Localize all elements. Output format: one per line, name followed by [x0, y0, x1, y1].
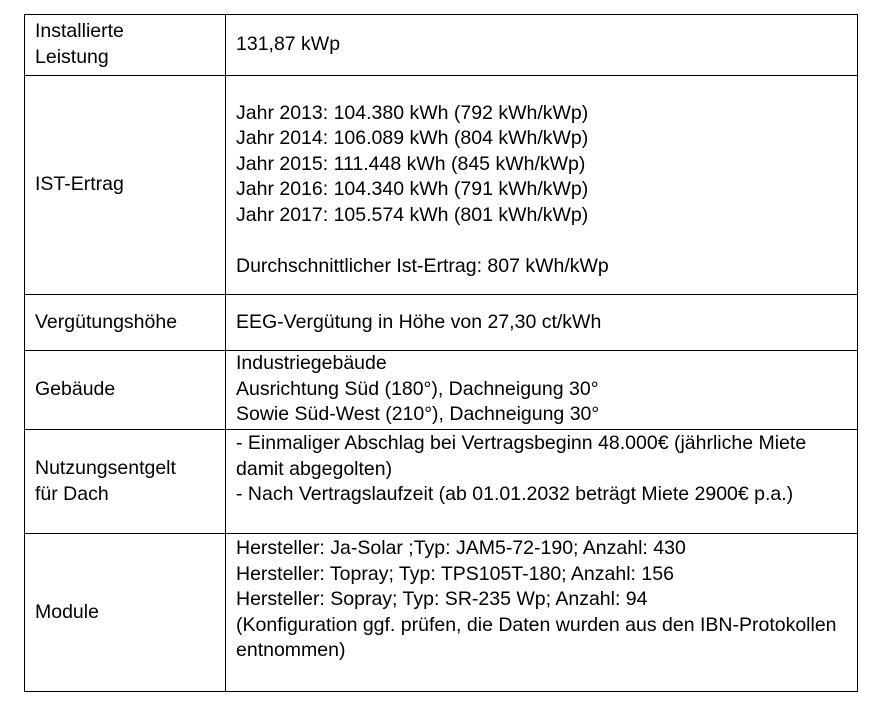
- info-table: [24, 14, 858, 692]
- yearly-yield-line: Jahr 2014: 106.089 kWh (804 kWh/kWp): [236, 127, 589, 150]
- row-value-cell: [226, 534, 858, 692]
- row-label: Nutzungsentgelt: [35, 457, 176, 479]
- row-label-cell: [25, 15, 226, 76]
- module-note: (Konfiguration ggf. prüfen, die Daten wurden aus den IBN-Protokollen entnommen): [236, 613, 837, 661]
- row-value-cell: [226, 351, 858, 430]
- table-row-installierte-leistung: [25, 15, 858, 76]
- average-yield-line: Durchschnittlicher Ist-Ertrag: 807 kWh/kWp: [236, 254, 609, 277]
- row-value: 131,87 kWp: [236, 33, 341, 56]
- table-row-nutzungsentgelt: [25, 430, 858, 534]
- row-label-cell: [25, 430, 226, 534]
- row-value: Ausrichtung Süd (180°), Dachneigung 30°: [236, 377, 599, 400]
- row-label: Module: [35, 600, 99, 623]
- row-label: IST-Ertrag: [35, 173, 124, 196]
- table-row-verguetungshoehe: [25, 295, 858, 351]
- yearly-yield-line: Jahr 2015: 111.448 kWh (845 kWh/kWp): [236, 152, 586, 175]
- row-value-cell: [226, 15, 858, 76]
- row-value-cell: [226, 76, 858, 295]
- row-label-cell: [25, 351, 226, 430]
- row-label: Vergütungshöhe: [35, 310, 178, 333]
- table-row-module: [25, 534, 858, 692]
- table-row-gebaeude: [25, 351, 858, 430]
- module-line: Hersteller: Sopray; Typ: SR-235 Wp; Anzahl: 94: [236, 588, 648, 610]
- row-value: Industriegebäude: [236, 352, 387, 374]
- row-value: EEG-Vergütung in Höhe von 27,30 ct/kWh: [236, 310, 602, 333]
- row-value: - Einmaliger Abschlag bei Vertragsbeginn 48.000€ (jährliche Miete damit abgegolten): [236, 432, 807, 480]
- row-value: Sowie Süd-West (210°), Dachneigung 30°: [236, 403, 600, 425]
- yearly-yield-line: Jahr 2016: 104.340 kWh (791 kWh/kWp): [236, 178, 589, 201]
- module-line: Hersteller: Topray; Typ: TPS105T-180; Anzahl: 156: [236, 562, 674, 585]
- row-value-cell: [226, 430, 858, 534]
- row-label: Leistung: [35, 45, 109, 68]
- yearly-yield-line: Jahr 2017: 105.574 kWh (801 kWh/kWp): [236, 203, 589, 226]
- row-label-cell: [25, 295, 226, 351]
- blank-line: [236, 228, 857, 254]
- row-label-cell: [25, 76, 226, 295]
- row-label: Gebäude: [35, 378, 116, 401]
- row-value: - Nach Vertragslaufzeit (ab 01.01.2032 beträgt Miete 2900€ p.a.): [236, 483, 794, 505]
- table-row-ist-ertrag: [25, 76, 858, 295]
- module-line: Hersteller: Ja-Solar ;Typ: JAM5-72-190; Anzahl: 430: [236, 537, 686, 559]
- row-label-cell: [25, 534, 226, 692]
- yearly-yield-line: Jahr 2013: 104.380 kWh (792 kWh/kWp): [236, 101, 589, 124]
- row-label: für Dach: [35, 482, 109, 505]
- row-value-cell: [226, 295, 858, 351]
- row-label: Installierte: [35, 20, 124, 42]
